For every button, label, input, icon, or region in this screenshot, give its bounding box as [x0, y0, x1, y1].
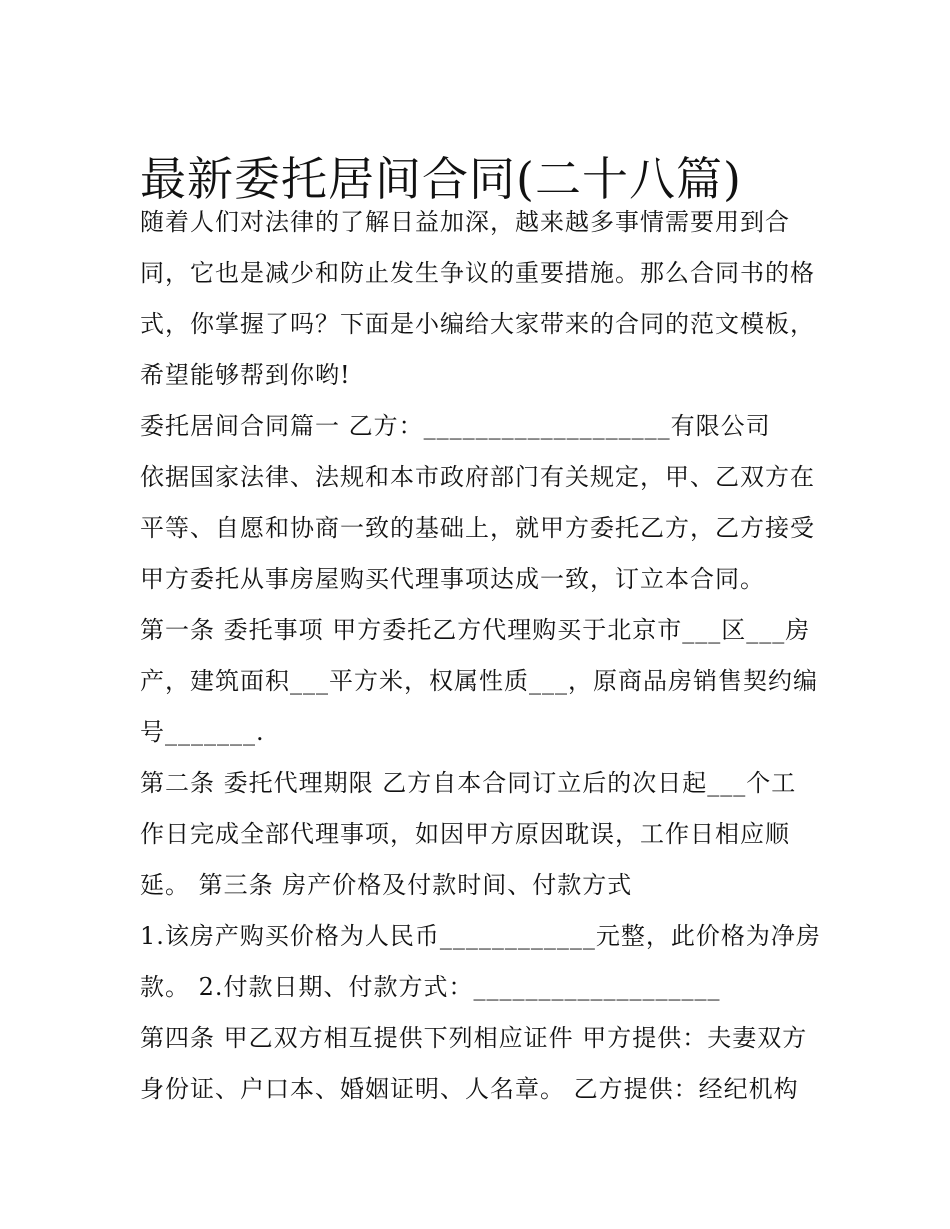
- body-line: 希望能够帮到你哟!: [140, 361, 351, 389]
- body-line: 式，你掌握了吗？下面是小编给大家带来的合同的范文模板，: [140, 310, 815, 338]
- body-line: 第四条 甲乙双方相互提供下列相应证件 甲方提供：夫妻双方: [140, 1024, 808, 1052]
- body-line: 1.该房产购买价格为人民币____________元整，此价格为净房: [140, 922, 821, 950]
- body-line: 款。 2.付款日期、付款方式：___________________: [140, 973, 721, 1001]
- body-line: 依据国家法律、法规和本市政府部门有关规定，甲、乙双方在: [140, 463, 815, 491]
- body-line: 产，建筑面积___平方米，权属性质___，原商品房销售契约编: [140, 667, 818, 695]
- body-line: 同，它也是减少和防止发生争议的重要措施。那么合同书的格: [140, 259, 815, 287]
- document-title: 最新委托居间合同(二十八篇): [140, 151, 742, 206]
- body-line: 身份证、户口本、婚姻证明、人名章。 乙方提供：经纪机构: [140, 1075, 799, 1103]
- body-line: 延。 第三条 房产价格及付款时间、付款方式: [140, 871, 633, 899]
- body-line: 委托居间合同篇一 乙方：___________________有限公司: [140, 412, 771, 440]
- body-line: 随着人们对法律的了解日益加深，越来越多事情需要用到合: [140, 208, 790, 236]
- body-line: 第二条 委托代理期限 乙方自本合同订立后的次日起___个工: [140, 769, 797, 797]
- body-line: 甲方委托从事房屋购买代理事项达成一致，订立本合同。: [140, 565, 765, 593]
- body-line: 号_______.: [140, 718, 265, 746]
- body-line: 作日完成全部代理事项，如因甲方原因耽误，工作日相应顺: [140, 820, 790, 848]
- body-line: 第一条 委托事项 甲方委托乙方代理购买于北京市___区___房: [140, 616, 811, 644]
- body-line: 平等、自愿和协商一致的基础上，就甲方委托乙方，乙方接受: [140, 514, 815, 542]
